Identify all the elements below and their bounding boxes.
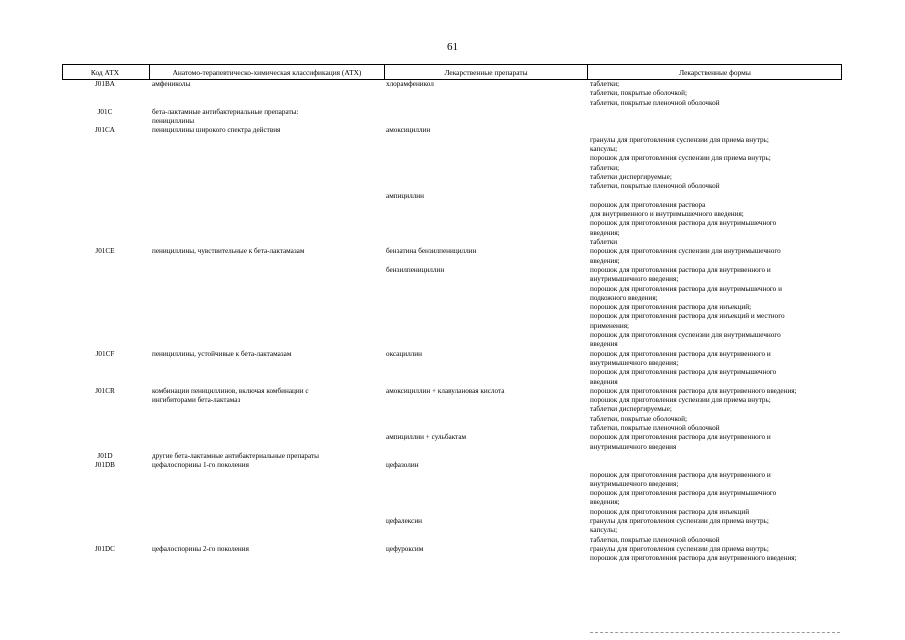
dosage-form-line: порошок для приготовления суспензии для внутримышечного bbox=[590, 331, 781, 340]
classification bbox=[152, 461, 382, 470]
classification bbox=[152, 545, 382, 554]
classification bbox=[152, 452, 382, 461]
atc-code: J01D bbox=[97, 451, 113, 460]
dosage-forms bbox=[590, 80, 842, 108]
table-row bbox=[62, 108, 842, 127]
drug-name: ампициллин bbox=[386, 191, 424, 200]
dosage-forms bbox=[590, 461, 842, 517]
atc-code: J01CR bbox=[95, 386, 115, 395]
dosage-form-line: капсулы; bbox=[590, 145, 618, 154]
header-forms: Лекарственные формы bbox=[679, 68, 751, 77]
drug-name: амоксициллин bbox=[386, 126, 431, 135]
table-row bbox=[62, 266, 842, 350]
dosage-form-line: таблетки диспергируемые; bbox=[590, 405, 672, 414]
dosage-form-line: введения; bbox=[590, 256, 620, 265]
header-code: Код АТХ bbox=[90, 68, 120, 77]
atc-code: J01CA bbox=[95, 126, 115, 135]
classification-line: пенициллины широкого спектра действия bbox=[152, 126, 281, 135]
dosage-form-line: для внутривенного и внутримышечного введения; bbox=[590, 210, 744, 219]
dosage-form-line: порошок для приготовления раствора для инъекций bbox=[590, 507, 750, 516]
table-row bbox=[62, 350, 842, 387]
atc-code: J01BA bbox=[95, 80, 115, 88]
dosage-form-line: введения; bbox=[590, 228, 620, 237]
table-row bbox=[62, 433, 842, 452]
drug-name: бензатина бензилпенициллин bbox=[386, 247, 477, 256]
dosage-form-line: таблетки, покрытые пленочной оболочкой bbox=[590, 424, 720, 433]
dosage-form-line: порошок для приготовления раствора для инъекций и местного bbox=[590, 312, 785, 321]
classification-line: пенициллины, чувствительные к бета-лактамазам bbox=[152, 247, 305, 256]
dosage-form-line: порошок для приготовления раствора для внутримышечного bbox=[590, 368, 777, 377]
table-row bbox=[62, 517, 842, 545]
dosage-form-line: порошок для приготовления раствора bbox=[590, 200, 706, 209]
drug-table bbox=[62, 64, 842, 564]
dosage-form-line: порошок для приготовления раствора для внутримышечного и bbox=[590, 284, 782, 293]
classification-line: другие бета-лактамные антибактериальные препараты bbox=[152, 451, 319, 460]
dosage-forms bbox=[590, 266, 842, 350]
drug-name: цефазолин bbox=[386, 461, 419, 470]
drug-name: хлорамфеникол bbox=[386, 80, 434, 88]
header-classification: Анатомо-терапевтическо-химическая классификация (АТХ) bbox=[172, 68, 362, 77]
dosage-forms bbox=[590, 433, 842, 452]
table-row bbox=[62, 247, 842, 266]
dosage-form-line: порошок для приготовления раствора для внутривенного введения; bbox=[590, 554, 797, 563]
classification bbox=[152, 108, 382, 127]
table-body bbox=[62, 80, 842, 564]
table-row bbox=[62, 126, 842, 191]
atc-code: J01DC bbox=[95, 544, 115, 553]
bottom-rule bbox=[590, 632, 840, 633]
dosage-form-line: внутримышечного введения; bbox=[590, 275, 679, 284]
dosage-form-line: таблетки, покрытые пленочной оболочкой bbox=[590, 98, 720, 107]
dosage-form-line: гранулы для приготовления суспензии для приема внутрь; bbox=[590, 135, 769, 144]
page-number: 61 bbox=[447, 41, 458, 53]
classification-line: амфениколы bbox=[152, 80, 191, 88]
header-drugs: Лекарственные препараты bbox=[444, 68, 528, 77]
dosage-form-line: гранулы для приготовления суспензии для приема внутрь; bbox=[590, 517, 769, 526]
dosage-form-line: порошок для приготовления раствора для внутримышечного bbox=[590, 219, 777, 228]
dosage-form-line: порошок для приготовления суспензии для внутримышечного bbox=[590, 247, 781, 256]
dosage-form-line bbox=[590, 192, 842, 201]
table-row bbox=[62, 461, 842, 517]
classification bbox=[152, 350, 382, 359]
dosage-forms bbox=[590, 517, 842, 545]
dosage-forms bbox=[590, 126, 842, 191]
dosage-form-line: применения; bbox=[590, 321, 630, 330]
classification bbox=[152, 126, 382, 135]
dosage-forms bbox=[590, 192, 842, 248]
dosage-form-line: порошок для приготовления раствора для внутривенного и bbox=[590, 265, 771, 274]
dosage-forms bbox=[590, 387, 842, 433]
dosage-form-line: таблетки; bbox=[590, 80, 620, 88]
drug-name: цефалексин bbox=[386, 517, 423, 526]
table-row bbox=[62, 80, 842, 108]
classification bbox=[152, 80, 382, 89]
dosage-form-line: гранулы для приготовления суспензии для приема внутрь; bbox=[590, 544, 769, 553]
classification-line: пенициллины bbox=[152, 117, 195, 126]
dosage-form-line: введения; bbox=[590, 498, 620, 507]
dosage-forms bbox=[590, 545, 842, 564]
drug-name: цефуроксим bbox=[386, 544, 424, 553]
table-row bbox=[62, 452, 842, 461]
dosage-form-line: внутримышечного введения; bbox=[590, 479, 679, 488]
dosage-form-line: таблетки диспергируемые; bbox=[590, 172, 672, 181]
dosage-form-line: порошок для приготовления раствора для внутривенного введения; bbox=[590, 386, 797, 395]
drug-name: амоксициллин + клавулановая кислота bbox=[386, 386, 505, 395]
classification-line: бета-лактамные антибактериальные препараты: bbox=[152, 107, 299, 116]
drug-name: оксациллин bbox=[386, 349, 422, 358]
dosage-forms bbox=[590, 247, 842, 266]
dosage-form-line: порошок для приготовления раствора для внутримышечного bbox=[590, 489, 777, 498]
atc-code: J01CF bbox=[95, 349, 115, 358]
classification bbox=[152, 387, 382, 406]
dosage-form-line bbox=[590, 461, 842, 470]
dosage-form-line: внутримышечного введения bbox=[590, 442, 677, 451]
dosage-form-line: таблетки, покрытые пленочной оболочкой bbox=[590, 182, 720, 191]
dosage-form-line: таблетки bbox=[590, 238, 618, 247]
dosage-forms bbox=[590, 350, 842, 387]
classification-line: цефалоспорины 1-го поколения bbox=[152, 461, 249, 470]
dosage-form-line: таблетки; bbox=[590, 163, 620, 172]
classification-line: цефалоспорины 2-го поколения bbox=[152, 544, 249, 553]
atc-code: J01CE bbox=[95, 247, 115, 256]
atc-code: J01DB bbox=[95, 461, 115, 470]
dosage-form-line: введения bbox=[590, 340, 618, 349]
table-row bbox=[62, 545, 842, 564]
table-header bbox=[62, 64, 842, 80]
classification-line: комбинации пенициллинов, включая комбинации с bbox=[152, 386, 309, 395]
table-row bbox=[62, 387, 842, 434]
classification bbox=[152, 247, 382, 256]
drug-name: ампициллин + сульбактам bbox=[386, 433, 467, 442]
dosage-form-line: подкожного введения; bbox=[590, 293, 658, 302]
dosage-form-line: порошок для приготовления раствора для инъекций; bbox=[590, 303, 752, 312]
dosage-form-line: порошок для приготовления суспензии для приема внутрь; bbox=[590, 154, 771, 163]
dosage-form-line: таблетки, покрытые оболочкой; bbox=[590, 414, 687, 423]
classification-line: ингибиторами бета-лактамаз bbox=[152, 396, 241, 405]
drug-name: бензилпенициллин bbox=[386, 265, 445, 274]
dosage-form-line: таблетки, покрытые пленочной оболочкой bbox=[590, 535, 720, 544]
dosage-form-line: порошок для приготовления раствора для внутривенного и bbox=[590, 433, 771, 442]
classification-line: пенициллины, устойчивые к бета-лактамазам bbox=[152, 349, 292, 358]
dosage-form-line: внутримышечного введения; bbox=[590, 358, 679, 367]
table-row bbox=[62, 192, 842, 248]
dosage-form-line bbox=[590, 126, 842, 135]
dosage-form-line: порошок для приготовления раствора для внутривенного и bbox=[590, 349, 771, 358]
dosage-form-line: таблетки, покрытые оболочкой; bbox=[590, 89, 687, 98]
dosage-form-line: порошок для приготовления раствора для внутривенного и bbox=[590, 470, 771, 479]
dosage-form-line: капсулы; bbox=[590, 526, 618, 535]
atc-code: J01C bbox=[97, 107, 113, 116]
dosage-form-line: порошок для приготовления суспензии для приема внутрь; bbox=[590, 396, 771, 405]
dosage-form-line: введения bbox=[590, 377, 618, 386]
